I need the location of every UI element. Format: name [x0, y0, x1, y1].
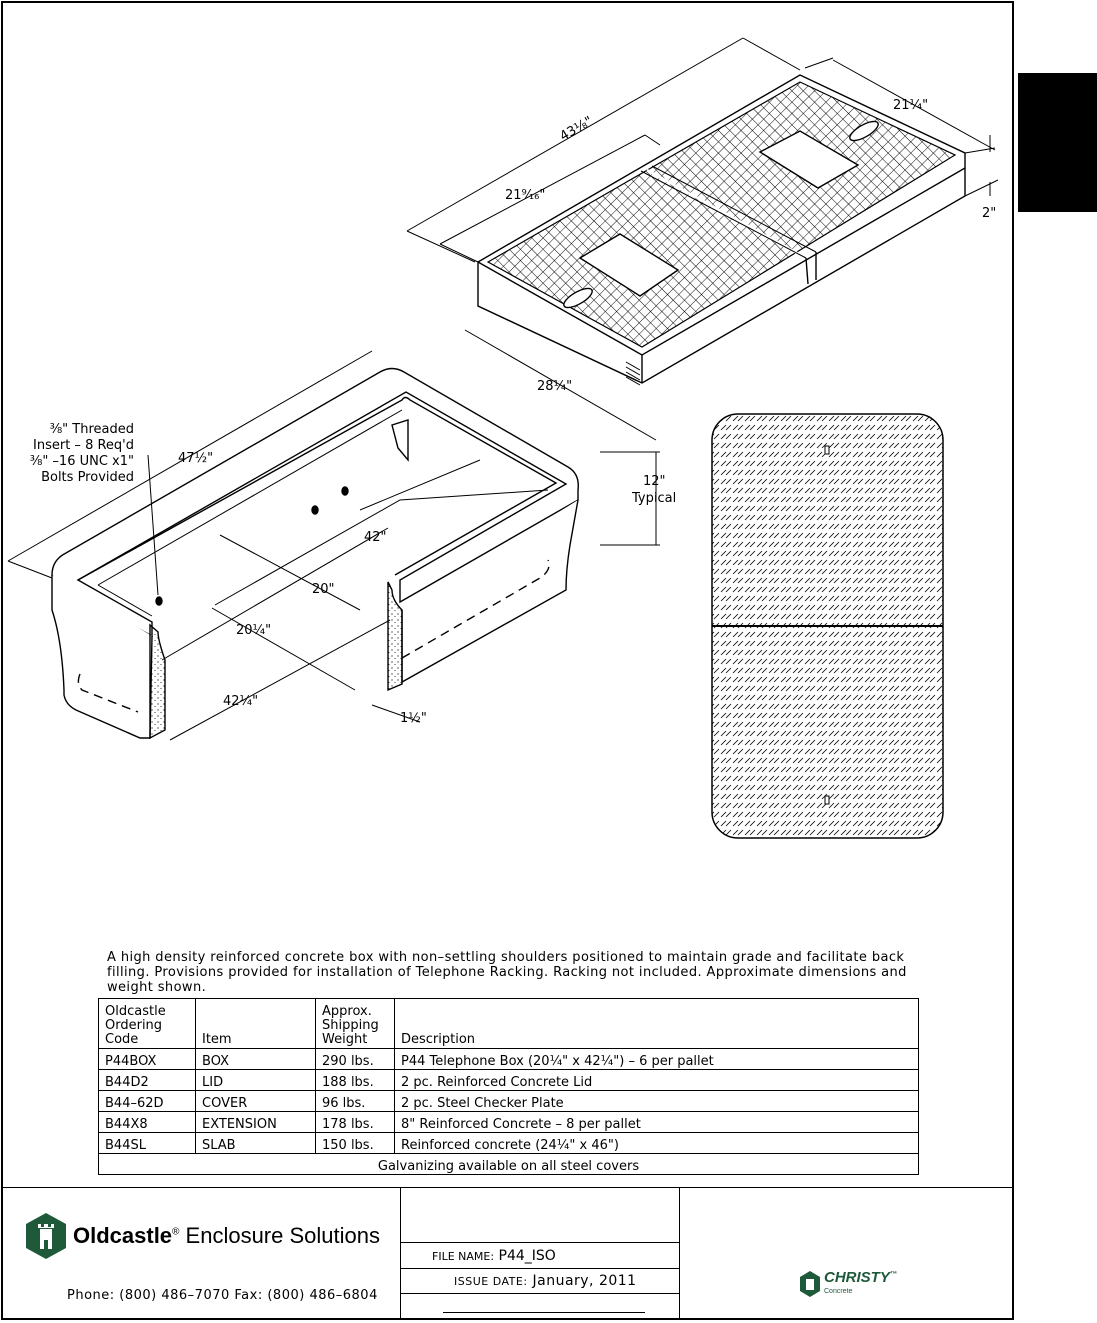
divider	[679, 1188, 680, 1319]
cell-description: 2 pc. Reinforced Concrete Lid	[395, 1070, 919, 1091]
table-header-row	[99, 999, 919, 1049]
table-row	[99, 1049, 919, 1070]
table-row	[99, 1070, 919, 1091]
divider	[400, 1188, 401, 1319]
insert-note-line4: Bolts Provided	[41, 470, 134, 485]
cell-weight: 290 lbs.	[316, 1049, 395, 1070]
box-length-dim: 47½"	[178, 451, 214, 466]
cell-item: SLAB	[196, 1133, 316, 1154]
table-footer-row	[99, 1154, 919, 1175]
cell-weight: 178 lbs.	[316, 1112, 395, 1133]
table-row	[99, 1133, 919, 1154]
insert-note-line2: Insert – 8 Req'd	[33, 438, 134, 453]
oldcastle-logo	[25, 1212, 380, 1260]
cell-description: Reinforced concrete (24¼" x 46")	[395, 1133, 919, 1154]
bottom-width-dim: 20¼"	[236, 623, 272, 638]
cell-item: BOX	[196, 1049, 316, 1070]
christy-castle-icon	[799, 1270, 821, 1298]
table-row	[99, 1112, 919, 1133]
cell-item: LID	[196, 1070, 316, 1091]
title-block	[3, 1187, 1012, 1319]
lid-thickness-dim: 2"	[982, 206, 997, 221]
inside-length-dim: 42"	[364, 530, 387, 545]
cell-code: B44–62D	[99, 1091, 196, 1112]
cell-description: 8" Reinforced Concrete – 8 per pallet	[395, 1112, 919, 1133]
lid-half-dim: 21⁹⁄₁₆"	[505, 188, 546, 203]
lid-width-dim: 21¼"	[893, 98, 929, 113]
cell-code: B44X8	[99, 1112, 196, 1133]
product-description: A high density reinforced concrete box with non–settling shoulders positioned to maintain grade and facilitate back filling. Provisions provided for installation of Telephone Racking. Racking not included. Approximate dimensions and weight shown.	[107, 950, 907, 995]
cover-plan-drawing	[712, 414, 943, 838]
box-height-dim: 12"	[643, 474, 666, 489]
cell-code: P44BOX	[99, 1049, 196, 1070]
box-height-note: Typical	[632, 491, 677, 506]
cell-code: B44D2	[99, 1070, 196, 1091]
galvanizing-note: Galvanizing available on all steel covers	[99, 1154, 919, 1175]
divider	[400, 1268, 679, 1269]
christy-logo	[799, 1268, 897, 1299]
cell-code: B44SL	[99, 1133, 196, 1154]
divider	[400, 1242, 679, 1243]
wall-dim: 1½"	[400, 711, 427, 726]
divider	[400, 1293, 679, 1294]
cell-description: P44 Telephone Box (20¼" x 42¼") – 6 per pallet	[395, 1049, 919, 1070]
header-item: Item	[196, 999, 316, 1049]
lid-length-dim: 43⅛"	[557, 113, 596, 145]
issue-date: ISSUE DATE: January, 2011	[454, 1273, 637, 1289]
brand-name: Oldcastle® Enclosure Solutions	[73, 1223, 380, 1248]
phone-fax: Phone: (800) 486–7070 Fax: (800) 486–6804	[67, 1288, 378, 1303]
header-code: Oldcastle Ordering Code	[99, 999, 196, 1049]
inside-width-dim: 20"	[312, 582, 335, 597]
spec-table	[98, 998, 919, 1175]
file-name: FILE NAME: P44_ISO	[432, 1248, 556, 1264]
cell-description: 2 pc. Steel Checker Plate	[395, 1091, 919, 1112]
header-weight: Approx. Shipping Weight	[316, 999, 395, 1049]
header-description: Description	[395, 999, 919, 1049]
cell-item: COVER	[196, 1091, 316, 1112]
cell-item: EXTENSION	[196, 1112, 316, 1133]
lid-drawing	[478, 75, 965, 385]
table-row	[99, 1091, 919, 1112]
insert-note-line1: ⅜" Threaded	[49, 422, 134, 437]
cell-weight: 150 lbs.	[316, 1133, 395, 1154]
box-width-dim: 28¼"	[537, 379, 573, 394]
cell-weight: 96 lbs.	[316, 1091, 395, 1112]
christy-name: CHRISTY™ Concrete	[824, 1269, 897, 1295]
cell-weight: 188 lbs.	[316, 1070, 395, 1091]
insert-note-line3: ⅜" –16 UNC x1"	[29, 454, 134, 469]
insert-note	[10, 422, 134, 486]
signature-line	[443, 1312, 645, 1313]
bottom-length-dim: 42¼"	[223, 694, 259, 709]
castle-logo-icon	[25, 1212, 67, 1260]
